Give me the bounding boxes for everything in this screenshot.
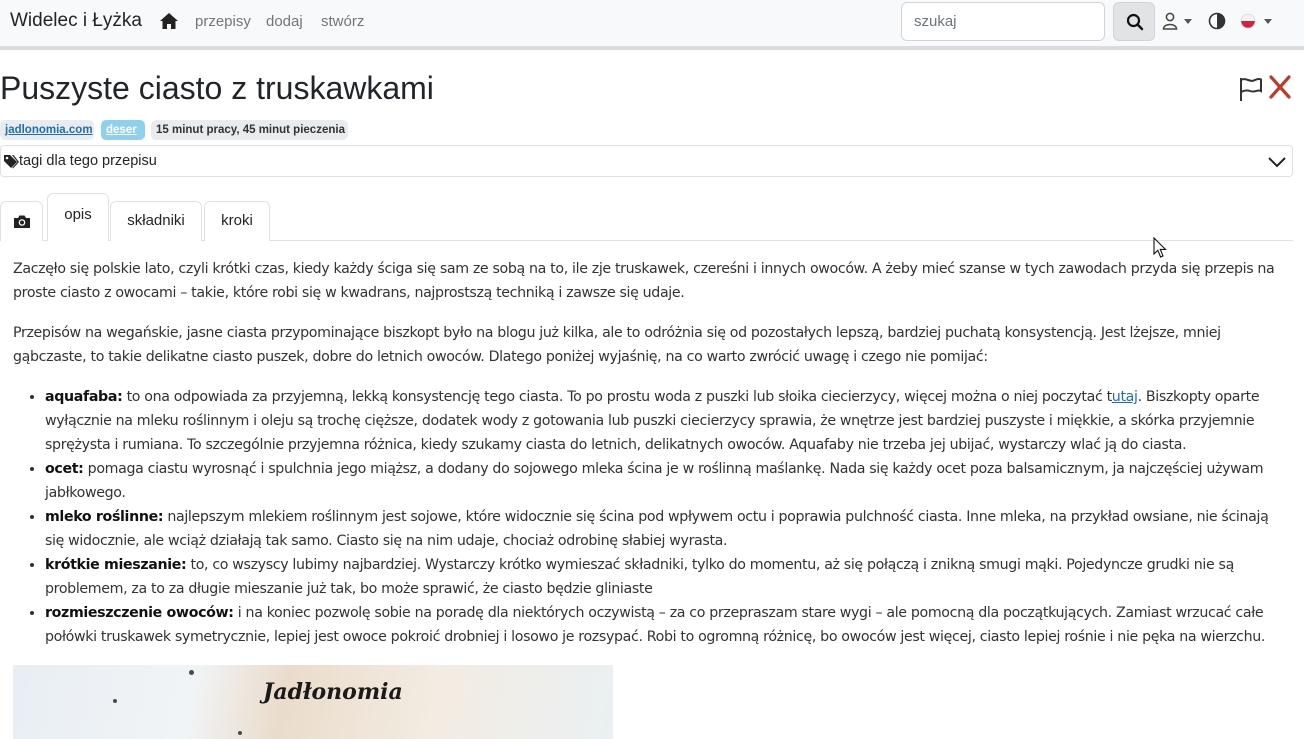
tip-text: to ona odpowiada za przyjemną, lekką konsystencję tego ciasta. To po prostu woda z puszki lub słoika ciecierzycy, więcej można o niej poczytać t [122,389,1112,405]
aquafaba-link[interactable]: utaj [1111,389,1138,405]
list-item [45,553,1283,601]
tab-description[interactable]: opis [47,193,109,241]
description-paragraph: Przepisów na wegańskie, jasne ciasta przypominające biszkopt było na blogu już kilka, ale to odróżnia się od pozostałych lepszą, bardziej puchatą konsystencją. Jest lżejsze, mniej gąbczaste, to takie delikatne ciasto puszek, dobre do letnich owoców. Dlatego poniżej wyjaśnię, na co warto zwrócić uwagę i czego nie pomijać: [13,325,1221,365]
search-icon [1126,13,1144,31]
recipe-photo [13,665,613,739]
tip-term: krótkie mieszanie: [45,557,187,573]
home-icon[interactable] [159,12,179,30]
polish-flag-icon [1240,13,1256,29]
tip-term: aquafaba: [45,389,123,405]
list-item [45,601,1283,649]
tip-term: rozmieszczenie owoców: [45,605,234,621]
list-item [45,385,1283,457]
source-badge[interactable]: jadlonomia.com [0,120,94,140]
report-flag-icon[interactable] [1238,76,1264,102]
recipe-description [13,257,1283,649]
tab-steps[interactable]: kroki [204,201,270,241]
tab-photo[interactable] [0,201,43,241]
top-navbar [0,0,1304,50]
chevron-down-icon [1264,19,1272,24]
tip-text: pomaga ciastu wyrosnąć i spulchnia jego miąższ, a dodany do sojowego mleka ścina je w roślinną maślankę. Nada się każdy ocet poza balsamicznym, ja najczęściej używam jabłkowego. [45,461,1264,501]
chevron-down-icon [1267,154,1287,170]
tip-text: najlepszym mlekiem roślinnym jest sojowe, które widocznie się ścina pod wpływem octu i poprawia pulchność ciasta. Inne mleka, na przykład owsiane, nie ścinają się widocznie, ale wciąż działają tak samo. Ciasto się na nim udaje, chociaż odrobinę słabiej wyrasta. [45,509,1269,549]
tip-text: i na koniec pozwolę sobie na poradę dla niektórych oczywistą – za co przepraszam stare wygi – ale pomocną dla początkujących. Zamiast wrzucać całe połówki truskawek symetrycznie, lepiej jest owoce pokroić drobniej i losowo je rozsypać. Robi to ogromną różnicę, bo owoców jest więcej, ciasto lepiej rośnie i nie pęka na wierzchu. [45,605,1266,645]
description-paragraph: Zaczęło się polskie lato, czyli krótki czas, kiedy każdy ściga się sam ze sobą na to, ile zje truskawek, czereśni i innych owoców. A żeby mieć szanse w tych zawodach przyda się przepis na proste ciasto z owocami – takie, które robi się w kwadrans, najprostszą techniką i zawsze się udaje. [13,261,1275,301]
language-dropdown[interactable] [1240,12,1274,32]
sprinkle-dot [238,731,242,735]
search-input[interactable] [901,2,1105,41]
category-badge[interactable]: deser [101,120,145,140]
sprinkle-dot [113,699,117,703]
tip-text: . Biszkopty oparte wyłącznie na mleku roślinnym i oleju są trochę cięższe, dodatek wody z gotowania lub puszki ciecierzycy sprawia, że wnętrze jest bardziej puszyste i miękkie, a skórka przyjemnie sprężysta i rumiana. To szczególnie przyjemna różnica, kiedy szukamy ciasta do letnich, delikatnych owoców. Aquafaby nie trzeba jej ubijać, wystarczy wlać ją do ciasta. [45,389,1260,453]
tags-accordion[interactable] [0,145,1293,177]
list-item [45,457,1283,505]
nav-link-add[interactable]: dodaj [266,13,303,30]
tab-ingredients[interactable]: składniki [110,201,202,241]
recipe-title: Puszyste ciasto z truskawkami [0,70,434,106]
tip-term: mleko roślinne: [45,509,164,525]
brand-link[interactable]: Widelec i Łyżka [10,10,142,31]
list-item [45,505,1283,553]
tip-term: ocet: [45,461,84,477]
tags-label: tagi dla tego przepisu [19,153,157,169]
jadlonomia-logo: Jadłonomia [263,679,403,705]
tips-list [45,385,1283,649]
tip-text: to, co wszyscy lubimy najbardziej. Wystarczy krótko wymieszać składniki, tylko do momentu, aż się połączą i znikną smugi mąki. Pojedyncze grudki nie są problemem, za to za długie mieszanie już tak, bo może sprawić, że ciasto będzie gliniaste [45,557,1234,597]
time-badge: 15 minut pracy, 45 minut pieczenia [151,120,348,140]
user-icon [1162,12,1178,30]
search-button[interactable] [1113,2,1155,41]
user-menu-dropdown[interactable] [1162,12,1196,32]
tags-icon [3,154,19,170]
nav-link-recipes[interactable]: przepisy [195,13,251,30]
sprinkle-dot [189,670,194,675]
mouse-cursor-icon [1153,237,1167,259]
close-icon[interactable] [1269,75,1291,99]
theme-toggle-icon[interactable] [1208,12,1226,30]
camera-icon [13,214,31,229]
chevron-down-icon [1184,19,1192,24]
nav-link-create[interactable]: stwórz [321,13,365,30]
